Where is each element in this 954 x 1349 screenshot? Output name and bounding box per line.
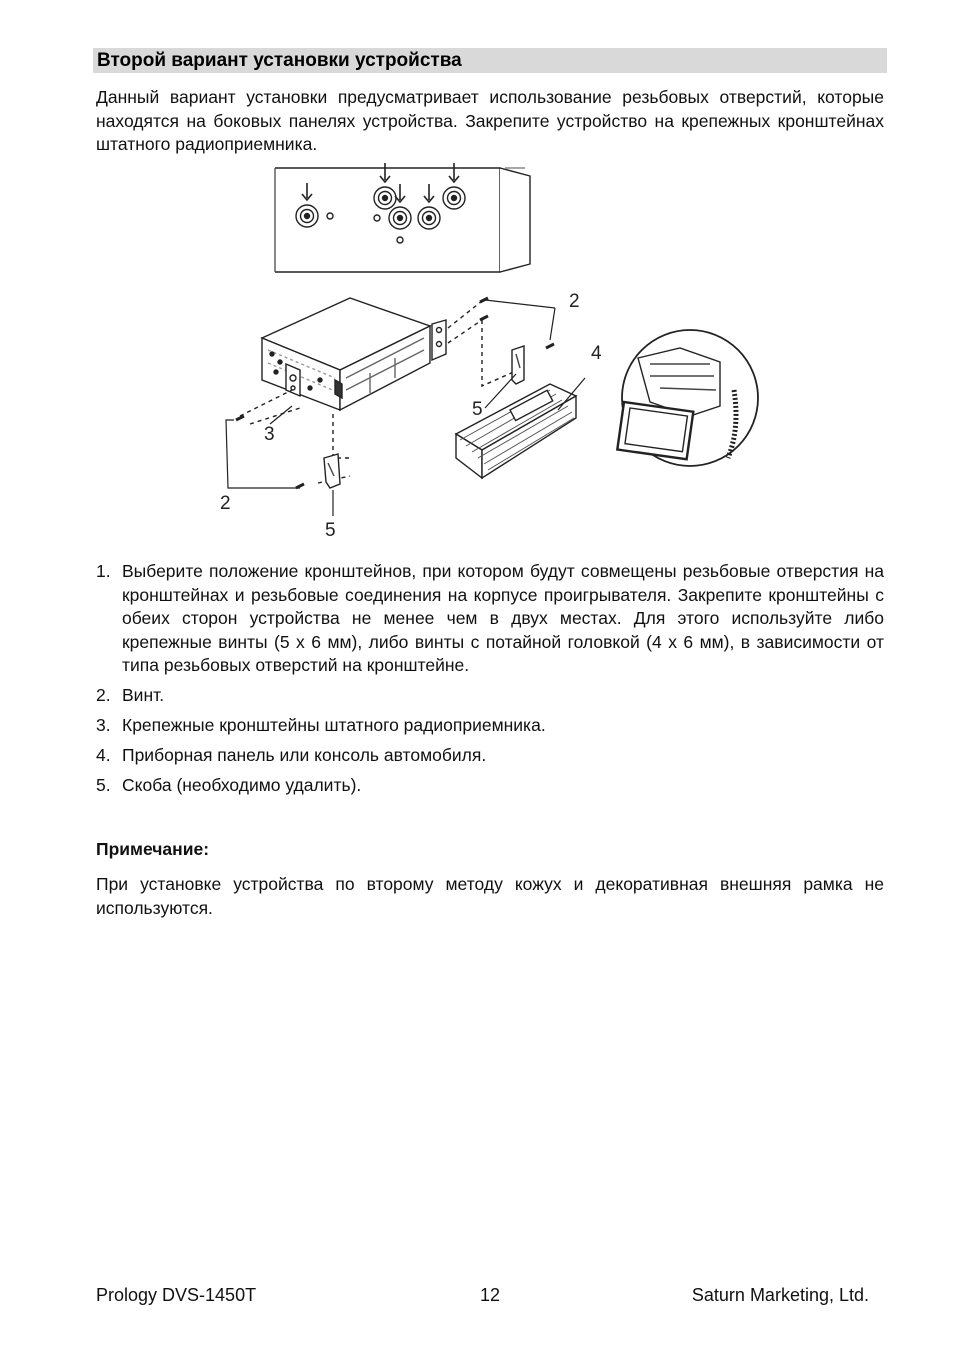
section-title: Второй вариант установки устройства — [93, 48, 887, 73]
list-item — [96, 774, 884, 798]
footer-product: Prology DVS-1450T — [96, 1285, 257, 1305]
list-number: 3. — [96, 715, 111, 735]
removable-clip — [512, 346, 524, 384]
note-title: Примечание: — [96, 839, 210, 859]
list-item — [96, 560, 884, 678]
callout-clip-bottom: 5 — [325, 520, 336, 540]
list-text: Приборная панель или консоль автомобиля. — [122, 745, 487, 765]
mounting-bracket — [432, 320, 446, 360]
list-item — [96, 714, 884, 738]
callout-screw-top: 2 — [569, 291, 580, 312]
list-item — [96, 744, 884, 768]
list-number: 4. — [96, 745, 111, 765]
steps-list — [96, 560, 884, 804]
note-text: При установке устройства по второму методу кожух и декоративная внешняя рамка не используются. — [96, 874, 884, 918]
list-number: 1. — [96, 561, 111, 581]
mounting-bracket — [286, 364, 300, 396]
list-item — [96, 684, 884, 708]
callout-dashboard: 4 — [591, 343, 602, 364]
list-text: Выберите положение кронштейнов, при котором будут совмещены резьбовые отверстия на кронштейнах и резьбовые соединения на корпусе проигрывателя. Закрепите кронштейны с обеих сторон устройства не менее чем в двух местах. Для этого используйте либо крепежные винты (5 x 6 мм), либо винты с потайной головкой (4 x 6 мм), в зависимости от типа резьбовых отверстий на кронштейне. — [122, 561, 884, 675]
installation-diagram — [220, 158, 760, 540]
list-number: 5. — [96, 775, 111, 795]
list-number: 2. — [96, 685, 111, 705]
callout-clip-right: 5 — [472, 399, 483, 420]
list-text: Винт. — [122, 685, 165, 705]
footer-page-number: 12 — [480, 1285, 501, 1305]
intro-paragraph: Данный вариант установки предусматривает использование резьбовых отверстий, которые находятся на боковых панелях устройства. Закрепите устройство на крепежных кронштейнах штатного радиоприемника. — [96, 87, 884, 154]
removable-clip — [324, 454, 340, 488]
head-unit-body — [262, 298, 430, 410]
detail-magnifier — [617, 330, 758, 466]
callout-bracket: 3 — [264, 424, 275, 445]
footer-company: Saturn Marketing, Ltd. — [691, 1285, 869, 1305]
callout-screw-bottom: 2 — [220, 493, 231, 514]
list-text: Крепежные кронштейны штатного радиоприемника. — [122, 715, 546, 735]
list-text: Скоба (необходимо удалить). — [122, 775, 362, 795]
side-panel-detail — [275, 163, 530, 272]
